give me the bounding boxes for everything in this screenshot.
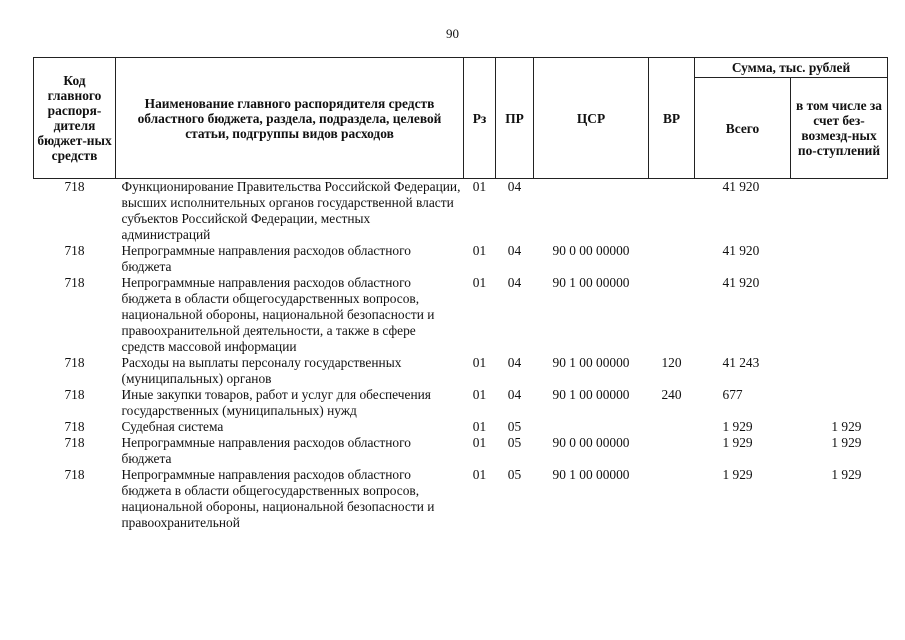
cell-free: 1 929 bbox=[831, 435, 862, 450]
cell-code: 718 bbox=[64, 355, 85, 370]
cell-pr: 05 bbox=[507, 419, 522, 434]
header-rz: Рз bbox=[464, 58, 496, 179]
cell-pr: 05 bbox=[507, 435, 522, 450]
cell-total: 1 929 bbox=[722, 419, 753, 434]
cell-free bbox=[791, 179, 888, 244]
header-sum-group: Сумма, тыс. рублей bbox=[695, 58, 888, 78]
cell-rz: 01 bbox=[472, 355, 487, 370]
cell-name: Непрограммные направления расходов областного бюджета bbox=[121, 435, 411, 466]
cell-rz: 01 bbox=[472, 179, 487, 194]
cell-total: 41 920 bbox=[722, 275, 760, 290]
cell-pr: 04 bbox=[507, 275, 522, 290]
cell-vr bbox=[649, 243, 695, 275]
cell-csr: 90 1 00 00000 bbox=[552, 275, 630, 290]
table-row bbox=[34, 179, 888, 244]
budget-table bbox=[33, 57, 888, 531]
cell-free bbox=[791, 243, 888, 275]
header-vr: ВР bbox=[649, 58, 695, 179]
cell-name: Непрограммные направления расходов областного бюджета в области общегосударственных вопросов, национальной обороны, национальной безопасности и правоохранительной деятельности, а также в сфере средств массовой информации bbox=[121, 275, 435, 354]
cell-code: 718 bbox=[64, 419, 85, 434]
page-number: 90 bbox=[446, 26, 459, 41]
cell-csr bbox=[534, 179, 649, 244]
table-row bbox=[34, 435, 888, 467]
cell-pr: 04 bbox=[507, 179, 522, 194]
cell-name: Функционирование Правительства Российской Федерации, высших исполнительных органов государственной власти субъектов Российской Федерации, местных администраций bbox=[121, 179, 461, 242]
cell-code: 718 bbox=[64, 467, 85, 482]
cell-csr: 90 1 00 00000 bbox=[552, 467, 630, 482]
cell-code: 718 bbox=[64, 243, 85, 258]
cell-csr: 90 1 00 00000 bbox=[552, 355, 630, 370]
table-header bbox=[34, 58, 888, 179]
table-row bbox=[34, 419, 888, 435]
cell-pr: 04 bbox=[507, 243, 522, 258]
cell-vr bbox=[649, 435, 695, 467]
cell-vr bbox=[649, 467, 695, 531]
cell-rz: 01 bbox=[472, 419, 487, 434]
cell-code: 718 bbox=[64, 275, 85, 290]
cell-csr: 90 1 00 00000 bbox=[552, 387, 630, 402]
cell-total: 1 929 bbox=[722, 435, 753, 450]
table-body bbox=[34, 179, 888, 532]
cell-code: 718 bbox=[64, 387, 85, 402]
cell-name: Непрограммные направления расходов областного бюджета bbox=[121, 243, 411, 274]
cell-rz: 01 bbox=[472, 387, 487, 402]
cell-csr: 90 0 00 00000 bbox=[552, 435, 630, 450]
cell-vr bbox=[649, 419, 695, 435]
cell-free: 1 929 bbox=[831, 419, 862, 434]
cell-free bbox=[791, 355, 888, 387]
cell-pr: 04 bbox=[507, 387, 522, 402]
cell-vr: 240 bbox=[661, 387, 682, 402]
cell-rz: 01 bbox=[472, 275, 487, 290]
cell-free: 1 929 bbox=[831, 467, 862, 482]
cell-total: 41 920 bbox=[722, 243, 760, 258]
cell-pr: 04 bbox=[507, 355, 522, 370]
header-pr: ПР bbox=[496, 58, 534, 179]
cell-csr: 90 0 00 00000 bbox=[552, 243, 630, 258]
cell-rz: 01 bbox=[472, 243, 487, 258]
header-free: в том числе за счет без-возмезд-ных по-ступлений bbox=[791, 78, 888, 179]
cell-vr bbox=[649, 179, 695, 244]
cell-code: 718 bbox=[64, 435, 85, 450]
cell-free bbox=[791, 387, 888, 419]
cell-free bbox=[791, 275, 888, 355]
cell-name: Судебная система bbox=[121, 419, 224, 434]
cell-csr bbox=[534, 419, 649, 435]
cell-total: 41 920 bbox=[722, 179, 760, 194]
cell-total: 677 bbox=[722, 387, 743, 402]
table-row bbox=[34, 387, 888, 419]
cell-name: Непрограммные направления расходов областного бюджета в области общегосударственных вопросов, национальной обороны, национальной безопасности и правоохранительной bbox=[121, 467, 435, 530]
header-total: Всего bbox=[695, 78, 791, 179]
cell-total: 1 929 bbox=[722, 467, 753, 482]
cell-name: Иные закупки товаров, работ и услуг для обеспечения государственных (муниципальных) нужд bbox=[121, 387, 431, 418]
table-row bbox=[34, 467, 888, 531]
header-csr: ЦСР bbox=[534, 58, 649, 179]
cell-rz: 01 bbox=[472, 435, 487, 450]
header-name: Наименование главного распорядителя средств областного бюджета, раздела, подраздела, целевой статьи, подгруппы видов расходов bbox=[116, 58, 464, 179]
cell-vr: 120 bbox=[661, 355, 682, 370]
table-row bbox=[34, 355, 888, 387]
cell-pr: 05 bbox=[507, 467, 522, 482]
table-row bbox=[34, 243, 888, 275]
cell-name: Расходы на выплаты персоналу государственных (муниципальных) органов bbox=[121, 355, 402, 386]
cell-vr bbox=[649, 275, 695, 355]
cell-code: 718 bbox=[64, 179, 85, 194]
cell-total: 41 243 bbox=[722, 355, 760, 370]
table-row bbox=[34, 275, 888, 355]
cell-rz: 01 bbox=[472, 467, 487, 482]
header-code: Код главного распоря-дителя бюджет-ных средств bbox=[34, 58, 116, 179]
